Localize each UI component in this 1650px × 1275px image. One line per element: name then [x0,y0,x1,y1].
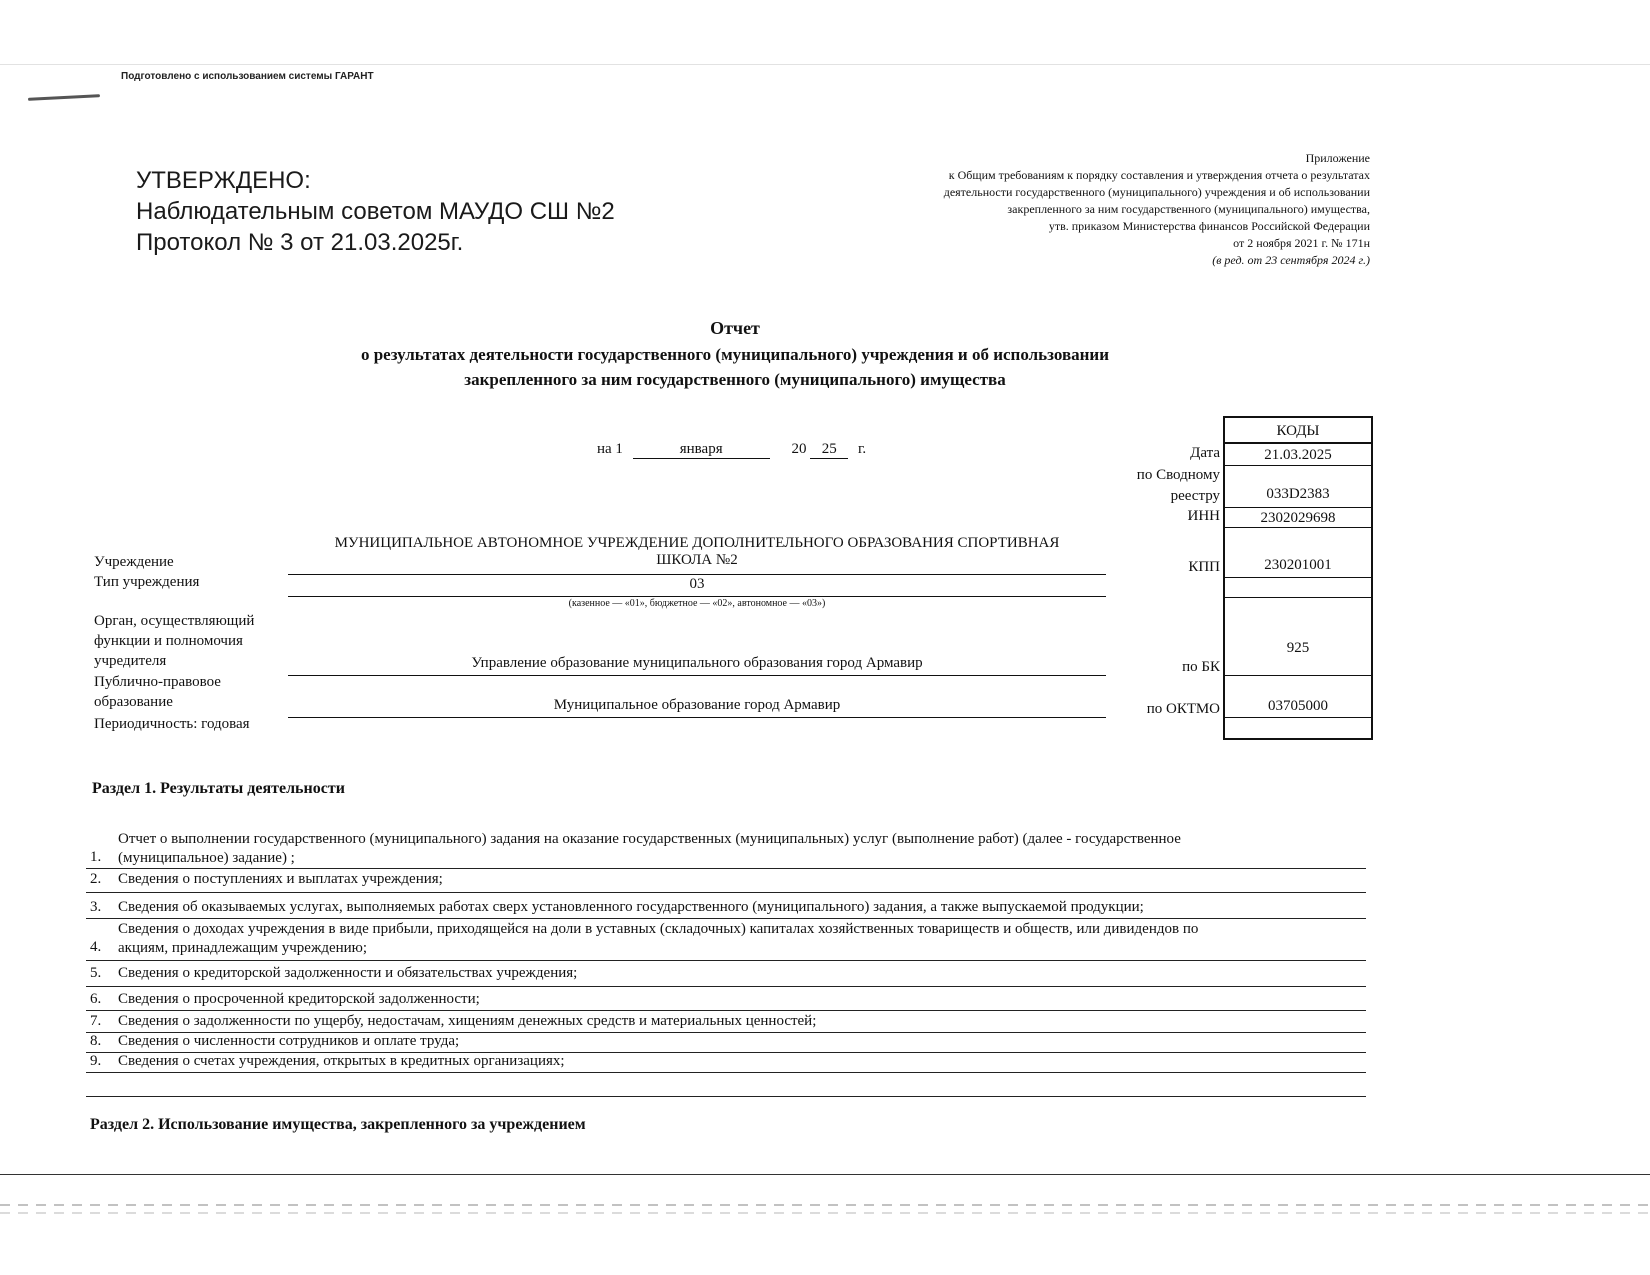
code-inn: 2302029698 [1225,508,1371,528]
divider [86,1096,1366,1097]
scan-edge-bottom [0,1174,1650,1175]
divider [86,892,1366,893]
date-year: 25 [810,441,848,459]
date-label: Дата [1190,445,1220,461]
garant-note: Подготовлено с использованием системы ГАРАНТ [121,71,374,82]
type-underline [288,596,1106,597]
registry-label-1: по Сводному [1136,467,1220,483]
date-suffix: г. [857,441,867,457]
scan-artifact [0,1204,1650,1206]
approval-block [136,165,615,258]
report-title: Отчет [710,318,760,338]
pen-mark [28,94,100,101]
section-1-title: Раздел 1. Результаты деятельности [92,780,345,797]
item-text: Сведения о поступлениях и выплатах учреждения; [118,871,443,887]
scan-edge-top [0,64,1650,65]
divider [86,868,1366,869]
founder-label [94,611,254,671]
founder-underline [288,675,1106,676]
item-text: Сведения о просроченной кредиторской задолженности; [118,991,480,1007]
report-subtitle-1: о результатах деятельности государственного (муниципального) учреждения и об использовании [360,345,1110,364]
list-item [90,964,1380,983]
item-number: 7. [90,1013,102,1029]
divider [86,918,1366,919]
approval-line-3: Протокол № 3 от 21.03.2025г. [136,229,464,256]
section-2-title: Раздел 2. Использование имущества, закрепленного за учреждением [90,1116,586,1133]
appendix-line: Приложение [1305,151,1370,165]
institution-name-line: МУНИЦИПАЛЬНОЕ АВТОНОМНОЕ УЧРЕЖДЕНИЕ ДОПОЛНИТЕЛЬНОГО ОБРАЗОВАНИЯ СПОРТИВНАЯ [334,535,1060,551]
list-item [90,1012,1380,1031]
list-item [90,990,1380,1009]
list-item [90,920,1380,958]
code-empty [1225,578,1371,598]
divider [86,1072,1366,1073]
appendix-line: утв. приказом Министерства финансов Российской Федерации [1048,219,1370,233]
founder-label-line: функции и полномочия [94,633,243,649]
item-number: 4. [90,939,102,955]
item-number: 3. [90,899,102,915]
institution-label: Учреждение [94,554,174,570]
founder-value: Управление образование муниципального образования город Армавир [471,655,923,671]
date-century: 20 [791,441,807,457]
report-date [597,441,866,459]
report-subtitle-2: закрепленного за ним государственного (муниципального) имущества [464,370,1006,389]
list-item [90,1032,1380,1051]
periodicity-label: Периодичность: годовая [94,716,250,732]
institution-type-value: 03 [689,576,705,592]
appendix-line: закрепленного за ним государственного (муниципального) имущества, [1007,202,1370,216]
codes-table [1223,416,1373,740]
item-text: Отчет о выполнении государственного (муниципального) задания на оказание государственных (муниципальных) услуг (выполнение работ) (далее - государственное [118,831,1181,847]
item-text: Сведения о задолженности по ущербу, недостачам, хищениям денежных средств и материальных ценностей; [118,1013,817,1029]
date-prefix: на 1 [597,441,623,457]
divider [86,1010,1366,1011]
item-number: 2. [90,871,102,887]
inn-label: ИНН [1187,508,1220,524]
type-label: Тип учреждения [94,574,200,590]
code-date: 21.03.2025 [1225,444,1371,466]
code-kpp: 230201001 [1225,528,1371,578]
founder-label-line: Орган, осуществляющий [94,613,255,629]
appendix-line: к Общим требованиям к порядку составления и утверждения отчета о результатах [948,168,1370,182]
bk-label: по БК [1182,659,1220,675]
code-bk: 925 [1225,598,1371,676]
institution-underline [288,574,1106,575]
founder-label-line: учредителя [94,653,167,669]
item-text: Сведения о счетах учреждения, открытых в кредитных организациях; [118,1053,565,1069]
approval-line-1: УТВЕРЖДЕНО: [136,167,311,194]
institution-name [288,535,1106,569]
institution-name-line: ШКОЛА №2 [656,552,738,568]
item-text: Сведения об оказываемых услугах, выполняемых работах сверх установленного государственного (муниципального) задания, а также выпускаемой продукции; [118,899,1144,915]
divider [86,986,1366,987]
codes-header: КОДЫ [1225,418,1371,444]
appendix-line: деятельности государственного (муниципального) учреждения и об использовании [943,185,1370,199]
public-label-line: образование [94,694,173,710]
code-registry: 033D2383 [1225,466,1371,508]
item-text: акциям, принадлежащим учреждению; [118,940,368,956]
public-label-line: Публично-правовое [94,674,221,690]
divider [86,960,1366,961]
code-oktmo: 03705000 [1225,676,1371,718]
code-empty [1225,718,1371,738]
date-month: января [633,441,770,459]
public-entity-underline [288,717,1106,718]
list-item [90,830,1380,868]
item-number: 9. [90,1053,102,1069]
list-item [90,870,1380,889]
item-number: 1. [90,849,102,865]
public-entity-value: Муниципальное образование город Армавир [553,697,841,713]
item-number: 6. [90,991,102,1007]
item-number: 8. [90,1033,102,1049]
item-text: (муниципальное) задание) ; [118,850,295,866]
appendix-line: от 2 ноября 2021 г. № 171н [1233,236,1370,250]
approval-line-2: Наблюдательным советом МАУДО СШ №2 [136,198,615,225]
oktmo-label: по ОКТМО [1146,701,1220,717]
kpp-label: КПП [1188,559,1220,575]
item-text: Сведения о доходах учреждения в виде прибыли, приходящейся на доли в уставных (складочных) капиталах хозяйственных товариществ и обществ, или дивидендов по [118,921,1199,937]
item-text: Сведения о численности сотрудников и оплате труда; [118,1033,460,1049]
list-item [90,898,1380,917]
scan-artifact [0,1212,1650,1214]
appendix-note [810,150,1370,269]
type-hint: (казенное — «01», бюджетное — «02», автономное — «03») [568,598,826,609]
item-number: 5. [90,965,102,981]
appendix-line: (в ред. от 23 сентября 2024 г.) [1212,253,1370,267]
registry-label-2: реестру [1170,488,1220,504]
public-entity-label [94,672,221,712]
list-item [90,1052,1380,1071]
item-text: Сведения о кредиторской задолженности и обязательствах учреждения; [118,965,578,981]
